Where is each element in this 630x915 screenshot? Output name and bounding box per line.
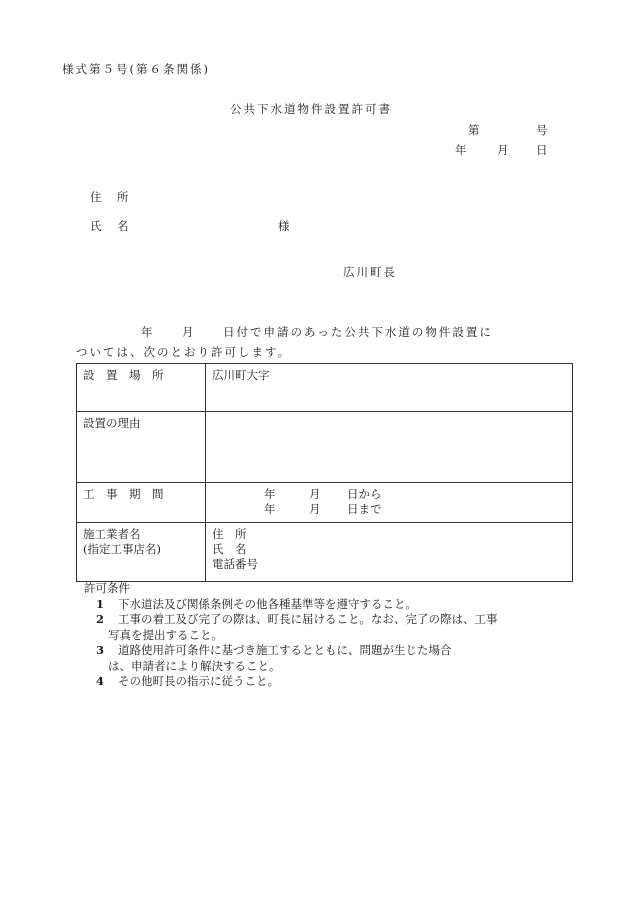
conditions-heading: 許可条件 (84, 581, 130, 595)
contractor-label (77, 523, 206, 582)
period-value (206, 483, 573, 523)
period-from-day: 日から (347, 487, 382, 501)
location-label: 設 置 場 所 (77, 364, 206, 412)
document-title: 公共下水道物件設置許可書 (230, 102, 392, 116)
condition-number: 3 (96, 643, 105, 657)
condition-text: 下水道法及び関係条例その他各種基準等を遵守すること。 (118, 596, 417, 611)
condition-text: 工事の着工及び完了の際は、町長に届けること。なお、完了の際は、工事 (118, 612, 498, 626)
period-to-year: 年 (264, 502, 276, 516)
contractor-phone: 電話番号 (212, 557, 258, 571)
condition-item (84, 674, 498, 690)
condition-item (84, 597, 498, 613)
contractor-label-line-1: 施工業者名 (83, 527, 141, 541)
condition-number: 1 (96, 596, 105, 611)
issue-number-prefix: 第 (468, 123, 480, 137)
period-from (212, 487, 566, 502)
location-value: 広川町大字 (206, 364, 573, 412)
contractor-label-line-2: (指定工事店名) (83, 542, 161, 556)
period-from-year: 年 (264, 487, 276, 501)
issue-date-year: 年 (455, 143, 467, 157)
condition-text: 道路使用許可条件に基づき施工するとともに、問題が生じた場合 (118, 643, 452, 657)
body-line-1: 日付で申請のあった公共下水道の物件設置に (223, 325, 493, 339)
period-to-day: 日まで (347, 502, 382, 516)
contractor-name: 氏 名 (212, 542, 247, 556)
issue-number-suffix: 号 (536, 123, 548, 137)
condition-number: 4 (96, 674, 105, 688)
body-line-2: ついては、次のとおり許可します。 (76, 345, 292, 359)
period-to (212, 502, 566, 517)
recipient-name-label: 氏 名 (90, 219, 131, 233)
contractor-address: 住 所 (212, 527, 247, 541)
table-row-contractor (77, 523, 573, 582)
reason-value (206, 412, 573, 483)
table-row-location (77, 364, 573, 412)
issue-date-day: 日 (536, 143, 548, 157)
contractor-value (206, 523, 573, 582)
condition-text-continued: 写真を提出すること。 (108, 627, 223, 642)
condition-number: 2 (96, 612, 105, 626)
period-label: 工 事 期 間 (77, 483, 206, 523)
condition-item (84, 643, 498, 659)
condition-item (84, 612, 498, 628)
period-from-month: 月 (309, 487, 321, 501)
form-number: 様式第５号(第６条関係) (62, 62, 210, 76)
body-year: 年 (141, 325, 153, 339)
issuer: 広川町長 (343, 265, 397, 279)
table-row-reason (77, 412, 573, 483)
reason-label: 設置の理由 (77, 412, 206, 483)
condition-text: その他町長の指示に従うこと。 (118, 674, 279, 688)
table-row-period (77, 483, 573, 523)
permit-conditions (84, 581, 498, 690)
body-month: 月 (182, 325, 194, 339)
condition-text-continued: は、申請者により解決すること。 (108, 658, 281, 673)
recipient-address-label: 住 所 (90, 190, 131, 204)
period-to-month: 月 (309, 502, 321, 516)
permit-table (76, 363, 573, 582)
issue-date-month: 月 (497, 143, 509, 157)
recipient-honorific: 様 (278, 219, 290, 233)
